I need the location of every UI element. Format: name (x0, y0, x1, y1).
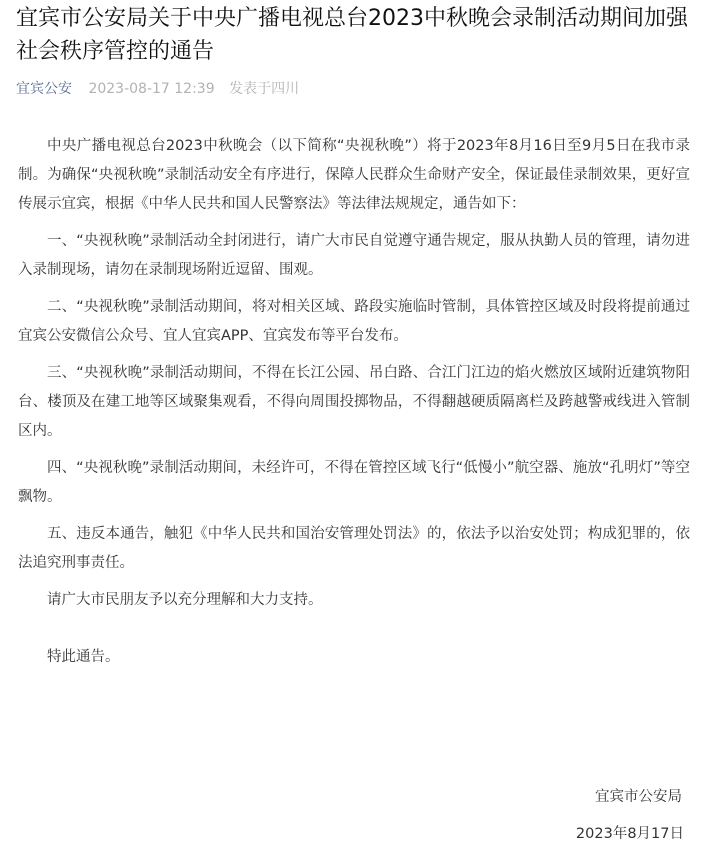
article-body (18, 132, 690, 672)
paragraph-item-3: 三、“央视秋晚”录制活动期间，不得在长江公园、吊白路、合江门江边的焰火燃放区域附近建筑物阳台、楼顶及在建工地等区域聚集观看，不得向周围投掷物品，不得翻越硬质隔离栏及跨越警戒线进入管制区内。 (18, 365, 690, 439)
paragraph-item-5: 五、违反本通告，触犯《中华人民共和国治安管理处罚法》的，依法予以治安处罚；构成犯罪的，依法追究刑事责任。 (18, 526, 690, 571)
account-name-link[interactable]: 宜宾公安 (16, 81, 72, 97)
signature-block (576, 783, 684, 849)
signature-date: 2023年8月17日 (575, 826, 684, 842)
article-meta (16, 79, 299, 99)
signature-org: 宜宾市公安局 (595, 789, 682, 805)
paragraph-item-2: 二、“央视秋晚”录制活动期间，将对相关区域、路段实施临时管制，具体管控区域及时段将提前通过宜宾公安微信公众号、宜人宜宾APP、宜宾发布等平台发布。 (18, 299, 690, 344)
paragraph-intro: 中央广播电视总台2023中秋晚会（以下简称“央视秋晚”）将于2023年8月16日至9月5日在我市录制。为确保“央视秋晚”录制活动安全有序进行，保障人民群众生命财产安全，保证最佳录制效果，更好宣传展示宜宾，根据《中华人民共和国人民警察法》等法律法规规定，通告如下： (18, 138, 690, 212)
publish-location: 发表于四川 (229, 81, 300, 97)
article-title: 宜宾市公安局关于中央广播电视总台2023中秋晚会录制活动期间加强社会秩序管控的通告 (16, 6, 688, 64)
paragraph-item-4: 四、“央视秋晚”录制活动期间，未经许可，不得在管控区域飞行“低慢小”航空器、施放“孔明灯”等空飘物。 (18, 460, 690, 505)
paragraph-request: 请广大市民朋友予以充分理解和大力支持。 (47, 592, 323, 608)
publish-time: 2023-08-17 12:39 (88, 81, 215, 97)
paragraph-closing: 特此通告。 (47, 649, 120, 665)
paragraph-item-1: 一、“央视秋晚”录制活动全封闭进行，请广大市民自觉遵守通告规定，服从执勤人员的管理，请勿进入录制现场，请勿在录制现场附近逗留、围观。 (18, 233, 690, 278)
